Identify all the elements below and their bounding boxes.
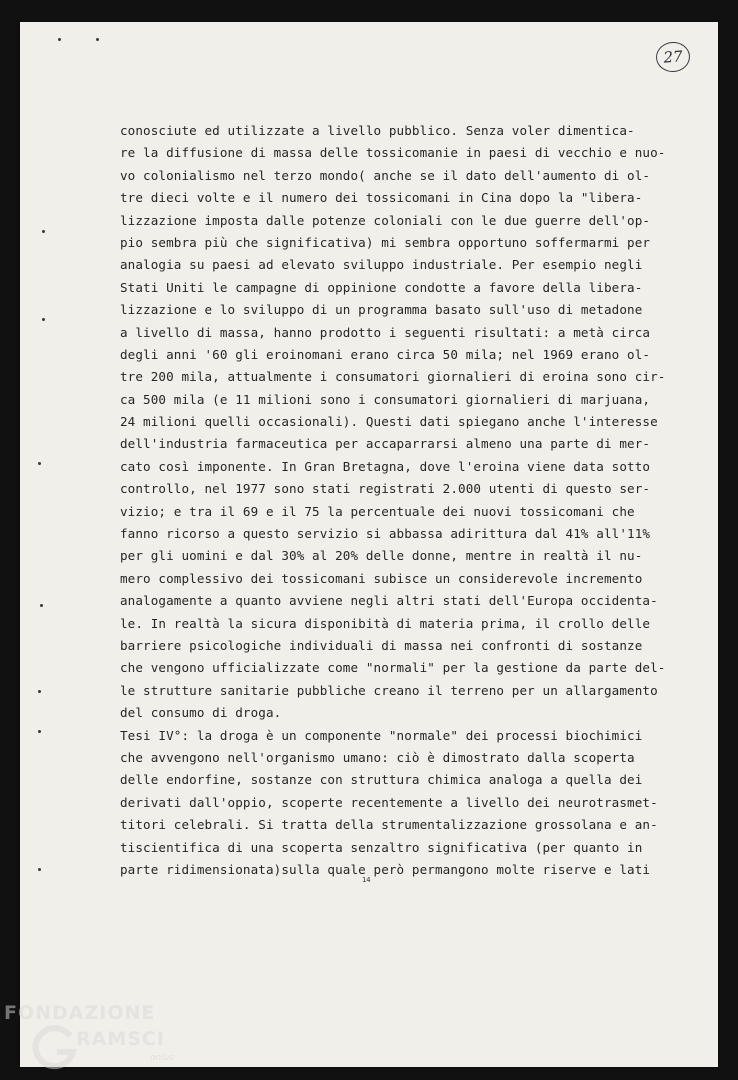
text-line: re la diffusione di massa delle tossicomanie in paesi di vecchio e nuo-	[120, 145, 666, 161]
text-line: tiscientifica di una scoperta senzaltro significativa (per quanto in	[120, 839, 643, 855]
watermark-line-2: RAMSCI	[76, 1028, 165, 1050]
text-line: controllo, nel 1977 sono stati registrati 2.000 utenti di questo ser-	[120, 481, 651, 497]
text-line: conosciute ed utilizzate a livello pubblico. Senza voler dimentica-	[120, 123, 635, 138]
margin-dot	[38, 868, 41, 871]
text-line: mero complessivo dei tossicomani subisce un considerevole incremento	[120, 570, 643, 586]
text-line: pio sembra più che significativa) mi sembra opportuno soffermarmi per	[120, 234, 651, 250]
text-line: lizzazione e lo sviluppo di un programma basato sull'uso di metadone	[120, 302, 643, 318]
text-line: parte ridimensionata)sulla quale però permangono molte riserve e lati	[120, 861, 651, 877]
archive-watermark	[4, 998, 204, 1076]
margin-dot	[38, 730, 41, 733]
folio-number: 27	[655, 41, 691, 73]
text-line: cato così imponente. In Gran Bretagna, dove l'eroina viene data sotto	[120, 458, 651, 474]
text-line: Tesi IV°: la droga è un componente "normale" dei processi biochimici	[120, 727, 643, 743]
text-line: delle endorfine, sostanze con struttura chimica analoga a quella dei	[120, 772, 643, 788]
margin-dot	[42, 318, 45, 321]
page-number: 14	[362, 876, 371, 884]
margin-dot	[40, 604, 43, 607]
text-line: 24 milioni quelli occasionali). Questi dati spiegano anche l'interesse	[120, 414, 658, 430]
text-line: dell'industria farmaceutica per accaparrarsi almeno una parte di mer-	[120, 436, 651, 452]
margin-dot	[38, 690, 41, 693]
text-line: Stati Uniti le campagne di oppinione condotte a favore della libera-	[120, 279, 643, 295]
text-line: per gli uomini e dal 30% al 20% delle donne, mentre in realtà il nu-	[120, 548, 643, 564]
text-line: analogia su paesi ad elevato sviluppo industriale. Per esempio negli	[120, 257, 643, 273]
text-line: fanno ricorso a questo servizio si abbassa adirittura dal 41% all'11%	[120, 526, 651, 542]
margin-dot	[96, 38, 99, 41]
text-line: derivati dall'oppio, scoperte recentemente a livello dei neurotrasmet-	[120, 794, 658, 810]
text-line: che avvengono nell'organismo umano: ciò è dimostrato dalla scoperta	[120, 749, 635, 765]
text-line: a livello di massa, hanno prodotto i seguenti risultati: a metà circa	[120, 324, 651, 340]
text-line: che vengono ufficializzate come "normali" per la gestione da parte del-	[120, 660, 666, 676]
body-text	[120, 120, 680, 881]
text-line: tre 200 mila, attualmente i consumatori giornalieri di eroina sono cir-	[120, 369, 666, 385]
text-line: lizzazione imposta dalle potenze coloniali con le due guerre dell'op-	[120, 212, 651, 228]
margin-dot	[42, 230, 45, 233]
text-line: le strutture sanitarie pubbliche creano il terreno per un allargamento	[120, 682, 658, 698]
margin-dot	[58, 38, 61, 41]
text-line: barriere psicologiche individuali di massa nei confronti di sostanze	[120, 637, 643, 653]
watermark-suffix: onlus	[150, 1053, 175, 1063]
margin-dot	[38, 462, 41, 465]
text-line: vizio; e tra il 69 e il 75 la percentuale dei nuovi tossicomani che	[120, 503, 635, 519]
text-line: titori celebrali. Si tratta della strumentalizzazione grossolana e an-	[120, 817, 658, 833]
text-line: ca 500 mila (e 11 milioni sono i consumatori giornalieri di marjuana,	[120, 391, 651, 407]
text-line: vo colonialismo nel terzo mondo( anche se il dato dell'aumento di ol-	[120, 167, 651, 183]
text-line: degli anni '60 gli eroinomani erano circa 50 mila; nel 1969 erano ol-	[120, 346, 651, 362]
gramsci-g-logo-icon	[30, 1022, 80, 1072]
document-page	[20, 22, 718, 1067]
text-line: del consumo di droga.	[120, 705, 282, 721]
text-line: tre dieci volte e il numero dei tossicomani in Cina dopo la "libera-	[120, 190, 643, 206]
text-line: le. In realtà la sicura disponibità di materia prima, il crollo delle	[120, 615, 651, 631]
watermark-line-1: FONDAZIONE	[4, 1002, 156, 1024]
text-line: analogamente a quanto avviene negli altri stati dell'Europa occidenta-	[120, 593, 658, 609]
